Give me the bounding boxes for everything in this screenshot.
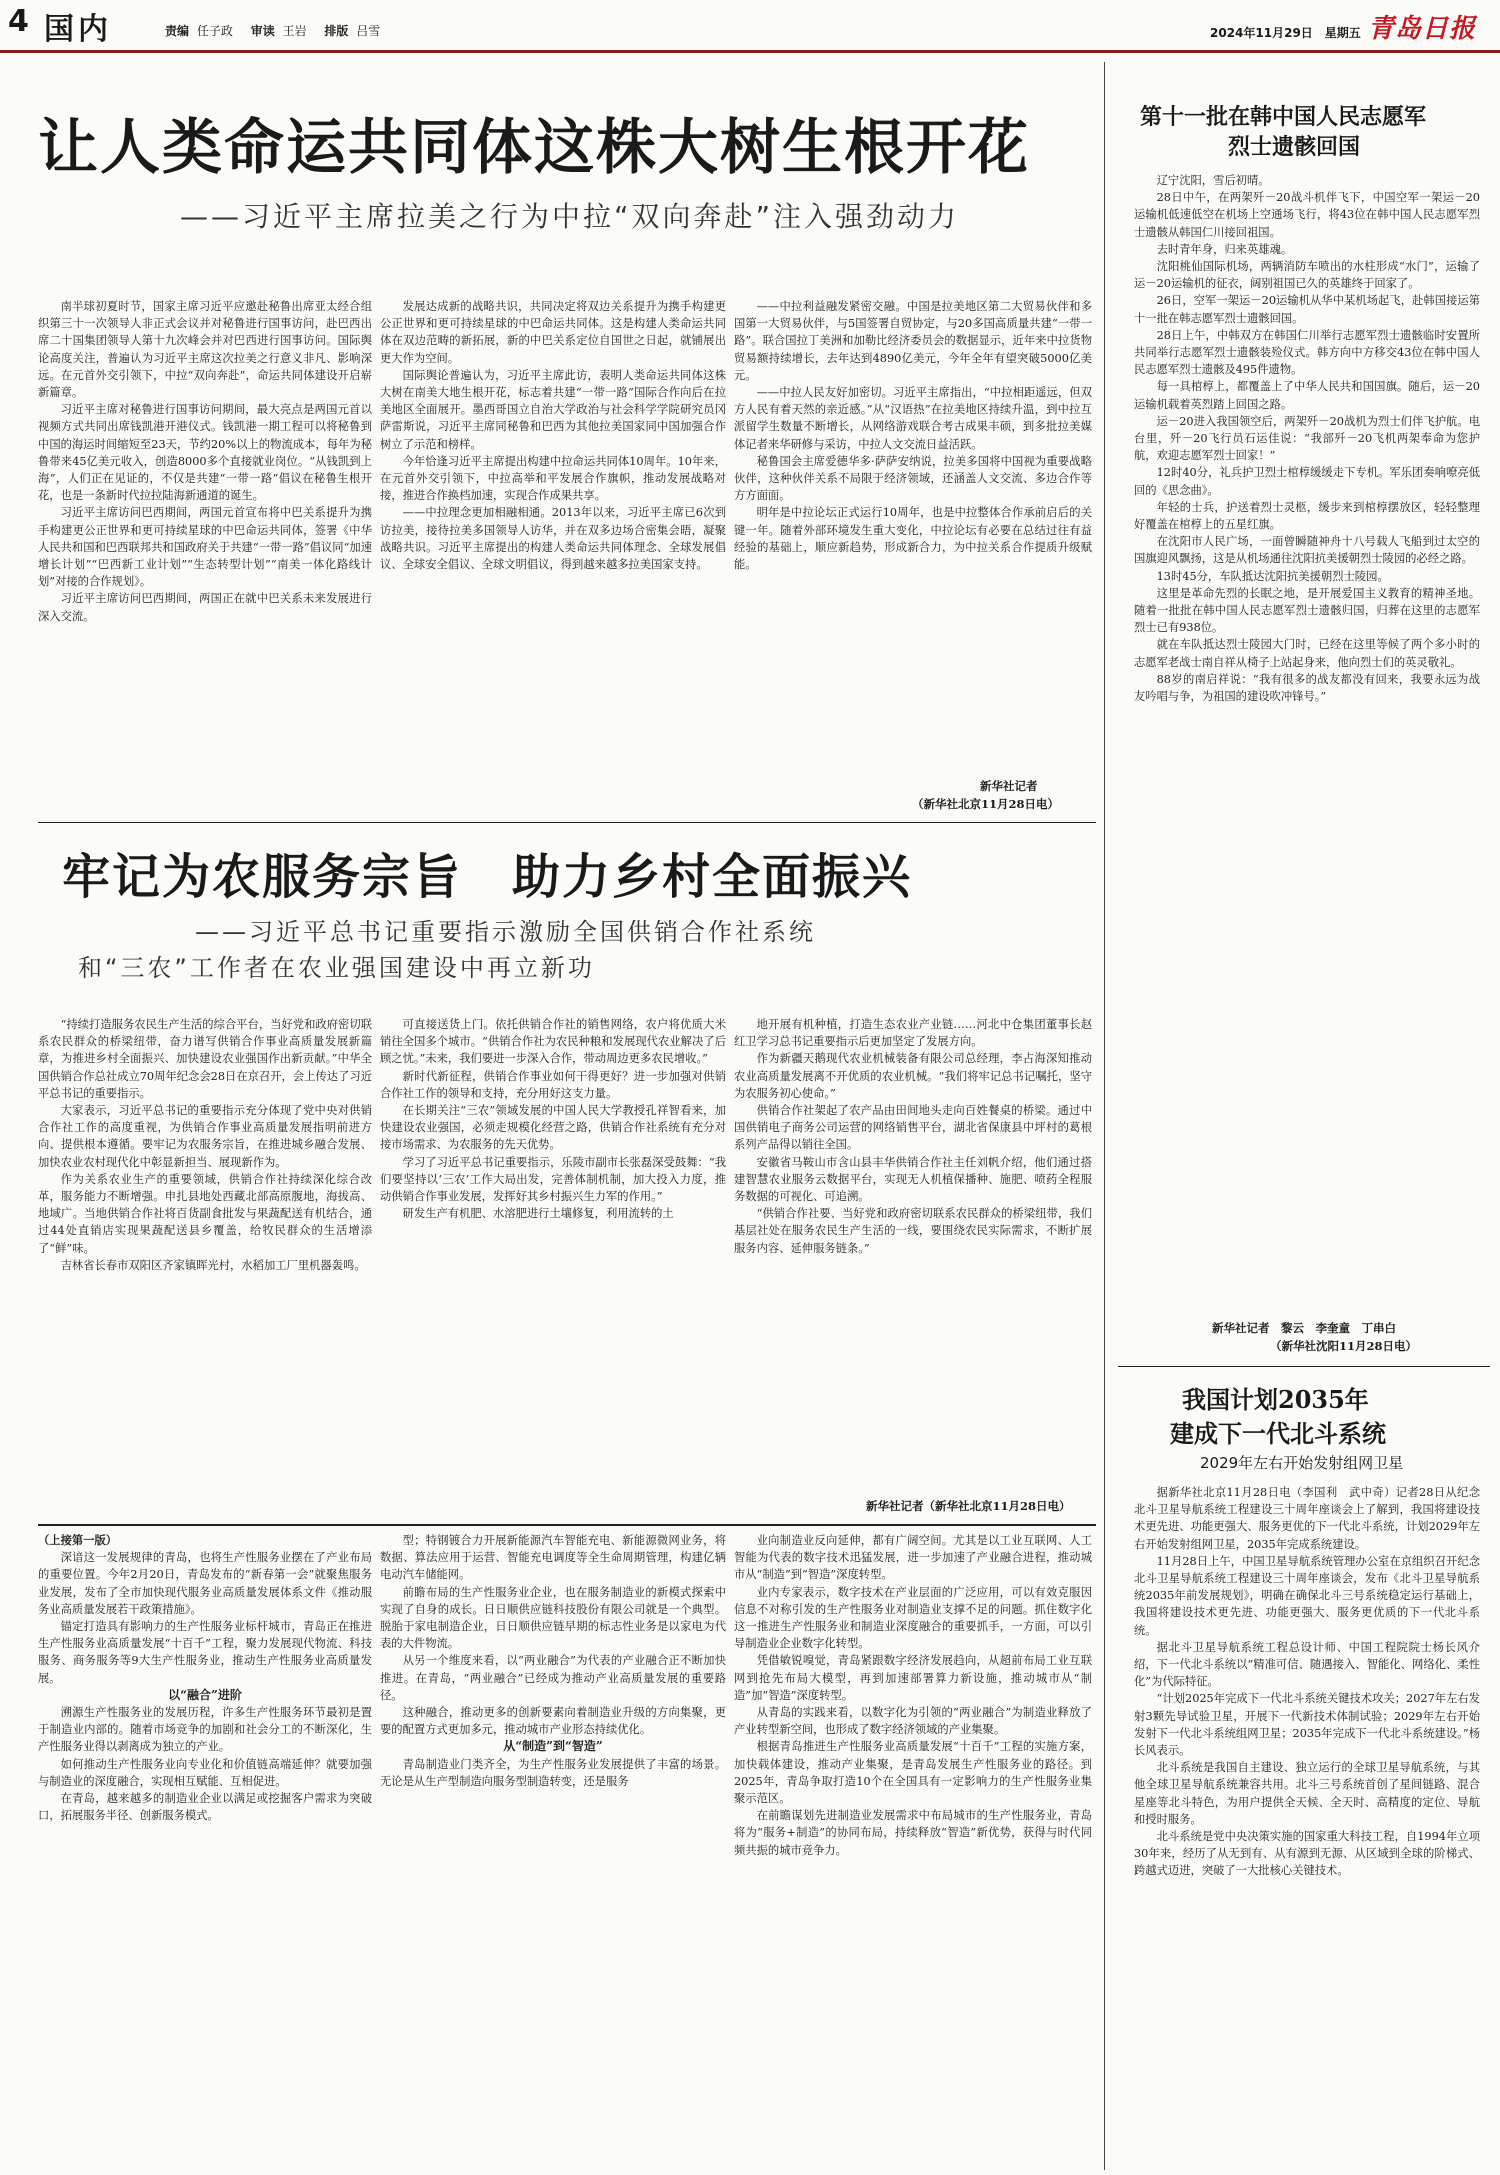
paragraph: 习近平主席对秘鲁进行国事访问期间，最大亮点是两国元首以视频方式共同出席钱凯港开港仪式。钱凯港一期工程可以将秘鲁到中国的海运时间缩短至23天，节约20%以上的物流成本，每年为秘鲁带来45亿美元收入，创造8000多个直接就业岗位。“从钱凯到上海”，人们正在见证的，不仅是共建“一带一路”倡议在秘鲁生根开花，也是一条新时代拉拉陆海新通道的诞生。 — [38, 403, 372, 503]
paragraph: 今年恰逢习近平主席提出构建中拉命运共同体10周年。10年来，在元首外交引领下，中拉高举和平发展合作旗帜，推动发展战略对接，推进合作换档加速，实现合作成果共享。 — [380, 454, 726, 503]
paragraph: 明年是中拉论坛正式运行10周年，也是中拉整体合作承前启后的关键一年。随着外部环境发生重大变化，中拉论坛有必要在总结过往有益经验的基础上，顺应新趋势，形成新合力，为中拉关系合作提质升级赋能。 — [734, 506, 1092, 572]
article1-byline: 新华社记者 — [980, 779, 1038, 793]
article3-dateline: （新华社沈阳11月28日电） — [1270, 1339, 1418, 1353]
article5-col2 — [380, 1532, 726, 2168]
paragraph: 供销合作社架起了农产品由田间地头走向百姓餐桌的桥梁。通过中国供销电子商务公司运营的网络销售平台，湖北省保康县中坪村的葛根系列产品得以销往全国。 — [734, 1104, 1092, 1152]
paragraph: 发展达成新的战略共识，共同决定将双边关系提升为携手构建更公正世界和更可持续星球的中巴命运共同体。这是构建人类命运共同体在双边范畴的新拓展，新的中巴关系定位自国世之日起，就铺展出更大作为空间。 — [380, 300, 726, 365]
article1-col3 — [734, 298, 1092, 778]
paragraph: “计划2025年完成下一代北斗系统关键技术攻关；2027年左右发射3颗先导试验卫星，开展下一代新技术体制试验；2029年左右开始发射下一代北斗系统组网卫星；2035年完成下一代北斗系统建设。”杨长风表示。 — [1134, 1692, 1480, 1758]
paragraph: 据北斗卫星导航系统工程总设计师、中国工程院院士杨长风介绍，下一代北斗系统以“精准可信、随遇接入、智能化、网络化、柔性化”为代际特征。 — [1134, 1640, 1480, 1689]
article4-title-line1: 我国计划2035年 — [1182, 1385, 1369, 1414]
paragraph: 深谙这一发展规律的青岛，也将生产性服务业摆在了产业布局的重要位置。今年2月20日，青岛发布的“新春第一会”就聚焦服务业发展，发布了全市加快现代服务业高质量发展体系文件《推动服务业高质量发展若干政策措施》。 — [38, 1551, 372, 1616]
paragraph: 型；特钢镀合力开展新能源汽车智能充电、新能源微网业务，将数据、算法应用于运营、智能充电调度等全生命周期管理，构建亿辆电动汽车储能网。 — [380, 1534, 726, 1582]
article2-title: 牢记为农服务宗旨 助力乡村全面振兴 — [62, 849, 913, 905]
issue-date: 2024年11月29日 星期五 — [1210, 26, 1361, 40]
paper-logo: 青岛日报 — [1368, 14, 1477, 44]
paragraph: 在青岛，越来越多的制造业企业以满足或挖掘客户需求为突破口，拓展服务半径、创新服务模式。 — [38, 1792, 372, 1823]
paragraph: 吉林省长春市双阳区齐家镇晖光村，水稻加工厂里机器轰鸣。 — [60, 1258, 366, 1272]
paragraph: 习近平主席访问巴西期间，两国正在就中巴关系未来发展进行深入交流。 — [38, 592, 372, 623]
reviewer-name: 王岩 — [282, 24, 307, 38]
paragraph: 88岁的南启祥说：“我有很多的战友都没有回来，我要永远为战友吟唱与争，为祖国的建设吹冲锋号。” — [1134, 672, 1480, 704]
article3-bottom-rule — [1118, 1366, 1490, 1367]
article5-col1 — [38, 1532, 372, 2168]
masthead-rule — [0, 50, 1500, 53]
article5-col3 — [734, 1532, 1092, 2168]
paragraph: 南半球初夏时节，国家主席习近平应邀赴秘鲁出席亚太经合组织第三十一次领导人非正式会议并对秘鲁进行国事访问，赴巴西出席二十国集团领导人第十九次峰会并对巴西进行国事访问。国际舆论高度关注，普遍认为习近平主席这次拉美之行意义非凡、影响深远。在元首外交引领下，中拉“双向奔赴”，命运共同体建设开启崭新篇章。 — [38, 300, 372, 400]
article4-title-line2: 建成下一代北斗系统 — [1170, 1419, 1386, 1448]
paragraph: 新时代新征程，供销合作事业如何干得更好？进一步加强对供销合作社工作的领导和支持，充分用好这支力量。 — [380, 1069, 726, 1100]
paragraph: 据新华社北京11月28日电（李国利 武中奇）记者28日从纪念北斗卫星导航系统工程建设三十周年座谈会上了解到，我国将建设技术更先进、功能更强大、服务更优的下一代北斗系统，计划2029年左右开始发射组网卫星，2035年完成系统建设。 — [1134, 1486, 1480, 1551]
sidebar-divider — [1104, 62, 1105, 2170]
paragraph: 这里是革命先烈的长眠之地，是开展爱国主义教育的精神圣地。随着一批批在韩中国人民志愿军烈士遗骸归国，归葬在这里的志愿军烈士已有938位。 — [1134, 586, 1480, 635]
editor-credits — [165, 22, 380, 39]
paragraph: 去时青年身，归来英雄魂。 — [1156, 242, 1293, 256]
section-name: 国内 — [44, 12, 112, 47]
paragraph: 业向制造业反向延伸，都有广阔空间。尤其是以工业互联网、人工智能为代表的数字技术迅猛发展，进一步加速了产业融合进程，推动城市从“制造”到“智造”深度转型。 — [734, 1534, 1092, 1582]
paragraph: 根据青岛推进生产性服务业高质量发展“十百千”工程的实施方案，加快载体建设，推动产业集聚，是青岛发展生产性服务业的路径。到2025年，青岛争取打造10个在全国具有一定影响力的生产性服务业集聚示范区。 — [734, 1740, 1092, 1806]
paragraph: 地开展有机种植，打造生态农业产业链……河北中仓集团董事长赵红卫学习总书记重要指示后更加坚定了发展方向。 — [734, 1018, 1092, 1049]
paragraph: 溯源生产性服务业的发展历程，许多生产性服务环节最初是置于制造业内部的。随着市场竞争的加剧和社会分工的不断深化，生产性服务业得以剥离成为独立的产业。 — [38, 1706, 372, 1754]
paragraph: 年轻的士兵，护送着烈士灵柩，缓步来到棺椁摆放区，轻轻整理好覆盖在棺椁上的五星红旗。 — [1134, 500, 1480, 532]
paragraph: 北斗系统是党中央决策实施的国家重大科技工程，自1994年立项30年来，经历了从无到有、从有源到无源、从区域到全球的阶梯式、跨越式迈进，突破了一大批核心关键技术。 — [1134, 1830, 1480, 1878]
editor-name: 任子政 — [196, 24, 233, 38]
paragraph: “供销合作社要、当好党和政府密切联系农民群众的桥梁纽带，我们基层社处在服务农民生产生活的一线，要围绕农民实际需求，不断扩展服务内容、延伸服务链条。” — [734, 1207, 1092, 1255]
paragraph: 26日，空军一架运－20运输机从华中某机场起飞，赴韩国接运第十一批在韩志愿军烈士遗骸回国。 — [1134, 294, 1480, 325]
paragraph: 学习了习近平总书记重要指示，乐陵市副市长张磊深受鼓舞：“我们要坚持以‘三农’工作大局出发，完善体制机制，加大投入力度，推动供销合作事业发展，发挥好其乡村振兴生力军的作用。” — [380, 1155, 726, 1204]
article1-subtitle: ——习近平主席拉美之行为中拉“双向奔赴”注入强劲动力 — [180, 200, 960, 233]
paragraph: 就在车队抵达烈士陵园大门时，已经在这里等候了两个多小时的志愿军老战士南自祥从椅子上站起身来，他向烈士们的英灵敬礼。 — [1134, 638, 1480, 669]
article1-col1 — [38, 298, 372, 818]
paragraph: 运－20进入我国领空后，两架歼－20战机为烈士们伴飞护航。电台里，歼－20飞行员石运佳说：“我部歼－20飞机两架奉命为您护航，欢迎志愿军烈士回家！” — [1134, 414, 1480, 463]
paragraph: 大家表示，习近平总书记的重要指示充分体现了党中央对供销合作社工作的高度重视，为供销合作事业高质量发展指明前进方向、提供根本遵循。要牢记为农服务宗旨，在推进城乡融合发展、加快农业农村现代化中彰显新担当、展现新作为。 — [38, 1104, 372, 1169]
paragraph: 从青岛的实践来看，以数字化为引领的“两业融合”为制造业释放了产业转型新空间，也形成了数字经济领域的产业集聚。 — [734, 1706, 1092, 1737]
article4-body — [1134, 1484, 1480, 2168]
article4-subtitle: 2029年左右开始发射组网卫星 — [1200, 1454, 1404, 1472]
paragraph: 11月28日上午，中国卫星导航系统管理办公室在京组织召开纪念北斗卫星导航系统工程建设三十周年座谈会，发布《北斗卫星导航系统2035年前发展规划》，明确在确保北斗三号系统稳定运行基础上，我国将建设技术更先进、功能更强大、服务更优质的下一代北斗系统。 — [1134, 1554, 1480, 1637]
layout-name: 吕雪 — [356, 24, 381, 38]
paragraph: 13时45分，车队抵达沈阳抗美援朝烈士陵园。 — [1156, 569, 1389, 583]
paragraph: 凭借敏锐嗅觉，青岛紧跟数字经济发展趋向，从超前布局工业互联网到抢先布局大模型，再到加速部署算力新设施，推动城市从“制造”加“智造”深度转型。 — [734, 1654, 1092, 1702]
paragraph: 青岛制造业门类齐全，为生产性服务业发展提供了丰富的场景。无论是从生产型制造向服务型制造转变，还是服务 — [380, 1757, 726, 1788]
article3-title-line2: 烈士遗骸回国 — [1228, 134, 1361, 160]
paragraph: 业内专家表示，数字技术在产业层面的广泛应用，可以有效克服因信息不对称引发的生产性服务业对制造业支撑不足的问题。抓住数字化这一推进生产性服务业和制造业深度融合的重要抓手，一方面，可以引导制造业企业数字化转型。 — [734, 1585, 1092, 1651]
paragraph: ——中拉利益融发紧密交融。中国是拉美地区第二大贸易伙伴和多国第一大贸易伙伴，与5国签署自贸协定，与20多国高质量共建“一带一路”。联合国拉丁美洲和加勒比经济委员会的数据显示，近年来中拉货物贸易额持续增长，去年达到4890亿美元，今年全年有望突破5000亿美元。 — [734, 300, 1092, 382]
article2-col2 — [380, 1016, 726, 1518]
article2-col3 — [734, 1016, 1092, 1492]
paragraph: 在沈阳市人民广场，一面曾瞬随神舟十八号载人飞船到过太空的国旗迎风飘扬，这是从机场通往沈阳抗美援朝烈士陵园的必经之路。 — [1134, 535, 1480, 566]
paragraph: 28日中午，在两架歼－20战斗机伴飞下，中国空军一架运－20运输机低速低空在机场上空通场飞行，将43位在韩中国人民志愿军烈士遗骸从韩国仁川接回祖国。 — [1134, 191, 1480, 239]
article3-byline: 新华社记者 黎云 李奎童 丁串白 — [1212, 1321, 1396, 1335]
article2-bottom-rule — [38, 1524, 1096, 1526]
continued-label: （上接第一版） — [38, 1533, 118, 1547]
article3-title-line1: 第十一批在韩中国人民志愿军 — [1140, 104, 1427, 130]
paragraph: 在前瞻谋划先进制造业发展需求中布局城市的生产性服务业，青岛将为“服务+制造”的协同布局，持续释放“智造”新优势，获得与时代同频共振的城市竞争力。 — [734, 1809, 1092, 1857]
page-number: 4 — [8, 4, 29, 39]
paragraph: 这种融合，推动更多的创新要素向着制造业升级的方向集聚，更要的配置方式更加多元，推动城市产业形态持续优化。 — [380, 1706, 726, 1737]
section-heading: 以“融合”进阶 — [168, 1687, 242, 1702]
paragraph: 在长期关注“三农”领域发展的中国人民大学教授孔祥智看来，加快建设农业强国，必须走规模化经营之路，供销合作社系统有充分对接市场需求、为农服务的先天优势。 — [380, 1104, 726, 1152]
masthead — [0, 0, 1500, 50]
paragraph: 国际舆论普遍认为，习近平主席此访，表明人类命运共同体这株大树在南美大地生根开花，标志着共建“一带一路”国际合作向后在拉美地区全面展开。墨西哥国立自治大学政治与社会科学学院研究员冈萨雷斯说，习近平主席同秘鲁和巴西为其他拉美国家同中国加强合作树立了示范和榜样。 — [380, 368, 726, 451]
paragraph: 安徽省马鞍山市含山县丰华供销合作社主任刘帆介绍，他们通过搭建智慧农业服务云数据平台，实现无人机植保播种、施肥、喷药全程服务数据的可视化、可追溯。 — [734, 1155, 1092, 1204]
paragraph: 锚定打造具有影响力的生产性服务业标杆城市，青岛正在推进生产性服务业高质量发展“十百千”工程，聚力发展现代物流、科技服务、商务服务等9大生产性服务业，推动生产性服务业高质量发展。 — [38, 1620, 372, 1685]
paragraph: 前瞻布局的生产性服务业企业，也在服务制造业的新模式探索中实现了自身的成长。日日顺供应链科技股份有限公司就是一个典型。脱胎于家电制造企业，日日顺供应链早期的标志性业务是以家电为代表的大件物流。 — [380, 1585, 726, 1651]
article1-col2 — [380, 298, 726, 818]
paragraph: 如何推动生产性服务业向专业化和价值链高端延伸？就要加强与制造业的深度融合，实现相互赋能、互相促进。 — [38, 1757, 372, 1788]
paragraph: “持续打造服务农民生产生活的综合平台，当好党和政府密切联系农民群众的桥梁纽带，奋力谱写供销合作事业高质量发展新篇章，为推进乡村全面振兴、加快建设农业强国作出新贡献。”中华全国供销合作总社成立70周年纪念会28日在京召开，会上传达了习近平总书记的重要指示。 — [38, 1018, 372, 1100]
layout-label: 排版 — [324, 24, 349, 38]
article2-byline: 新华社记者（新华社北京11月28日电） — [866, 1499, 1071, 1513]
paragraph: 辽宁沈阳，雪后初晴。 — [1156, 174, 1270, 187]
paragraph: 28日上午，中韩双方在韩国仁川举行志愿军烈士遗骸临时安置所共同举行志愿军烈士遗骸装殓仪式。韩方向中方移交43位在韩中国人民志愿军烈士遗骸及495件遗物。 — [1134, 328, 1480, 377]
paragraph: 研发生产有机肥、水溶肥进行土壤修复，利用流转的土 — [402, 1207, 674, 1221]
paragraph: 可直接送货上门。依托供销合作社的销售网络，农户将优质大米销往全国多个城市。“供销合作社为农民种粮和发展现代农业解决了后顾之忧。”未来，我们要进一步深入合作，带动周边更多农民增收。” — [380, 1018, 726, 1066]
article3-body — [1134, 172, 1480, 1314]
article2-col1 — [38, 1016, 372, 1518]
paragraph: 北斗系统是我国自主建设、独立运行的全球卫星导航系统，与其他全球卫星导航系统兼容共用。北斗三号系统首创了星间链路、混合星座等北斗特色，为用户提供全天候、全天时、高精度的定位、导航和授时服务。 — [1134, 1761, 1480, 1826]
paragraph: 沈阳桃仙国际机场，两辆消防车喷出的水柱形成“水门”，运输了运－20运输机的征衣，阔别祖国已久的英雄终于回家了。 — [1134, 260, 1480, 291]
paragraph: 12时40分，礼兵护卫烈士棺椁缓缓走下专机。军乐团奏响嘹亮低回的《思念曲》。 — [1134, 466, 1480, 497]
paragraph: 作为关系农业生产的重要领域，供销合作社持续深化综合改革，服务能力不断增强。申扎县地处西藏北部高原腹地，海拔高、地域广。当地供销合作社将百货副食批发与果蔬配送有机结合，通过44处直销店实现果蔬配送县乡覆盖，给牧民群众的生活增添了“鲜”味。 — [38, 1172, 372, 1255]
paragraph: 作为新疆天鹅现代农业机械装备有限公司总经理，李占海深知推动农业高质量发展离不开优质的农业机械。“我们将牢记总书记嘱托，坚守为农服务初心使命。” — [734, 1052, 1092, 1100]
paragraph: ——中拉理念更加相融相通。2013年以来，习近平主席已6次到访拉美，接待拉美多国领导人访华，并在双多边场合密集会晤，凝聚战略共识。习近平主席提出的构建人类命运共同体理念、全球发展倡议、全球安全倡议、全球文明倡议，得到越来越多拉美国家支持。 — [380, 506, 726, 572]
paragraph: 每一具棺椁上，都覆盖上了中华人民共和国国旗。随后，运－20运输机载着英烈踏上回国之路。 — [1134, 380, 1480, 411]
paragraph: 从另一个维度来看，以“两业融合”为代表的产业融合正不断加快推进。在青岛，“两业融合”已经成为推动产业高质量发展的重要路径。 — [380, 1654, 726, 1702]
article2-subtitle-1: ——习近平总书记重要指示激励全国供销合作社系统 — [195, 918, 816, 946]
reviewer-label: 审读 — [250, 24, 275, 38]
section-heading: 从“制造”到“智造” — [503, 1739, 603, 1754]
article1-bottom-rule — [38, 822, 1096, 823]
paragraph: ——中拉人民友好加密切。习近平主席指出，“中拉相距遥远，但双方人民有着天然的亲近感。”从“汉语热”在拉美地区持续升温，到中拉互派留学生数量不断增长，从网络游戏联合考古成果丰硕，到多批拉美媒体记者来华研修与采访，中拉人文交流日益活跃。 — [734, 386, 1092, 451]
paragraph: 习近平主席访问巴西期间，两国元首宣布将中巴关系提升为携手构建更公正世界和更可持续星球的中巴命运共同体，签署《中华人民共和国和巴西联邦共和国政府关于共建“一带一路”倡议同“加速增长计划”“巴西新工业计划”“生态转型计划”“南美一体化路线计划”对接的合作规划》。 — [38, 506, 372, 589]
article1-title: 让人类命运共同体这株大树生根开花 — [38, 113, 1030, 183]
article2-subtitle-2: 和“三农”工作者在农业强国建设中再立新功 — [78, 954, 595, 982]
article1-dateline: （新华社北京11月28日电） — [912, 797, 1060, 811]
editor-label: 责编 — [165, 24, 190, 38]
paragraph: 秘鲁国会主席爱德华多·萨萨安纳说，拉美多国将中国视为重要战略伙伴，这种伙伴关系不局限于经济领域，还涵盖人文交流、多边合作等方方面面。 — [734, 454, 1092, 503]
